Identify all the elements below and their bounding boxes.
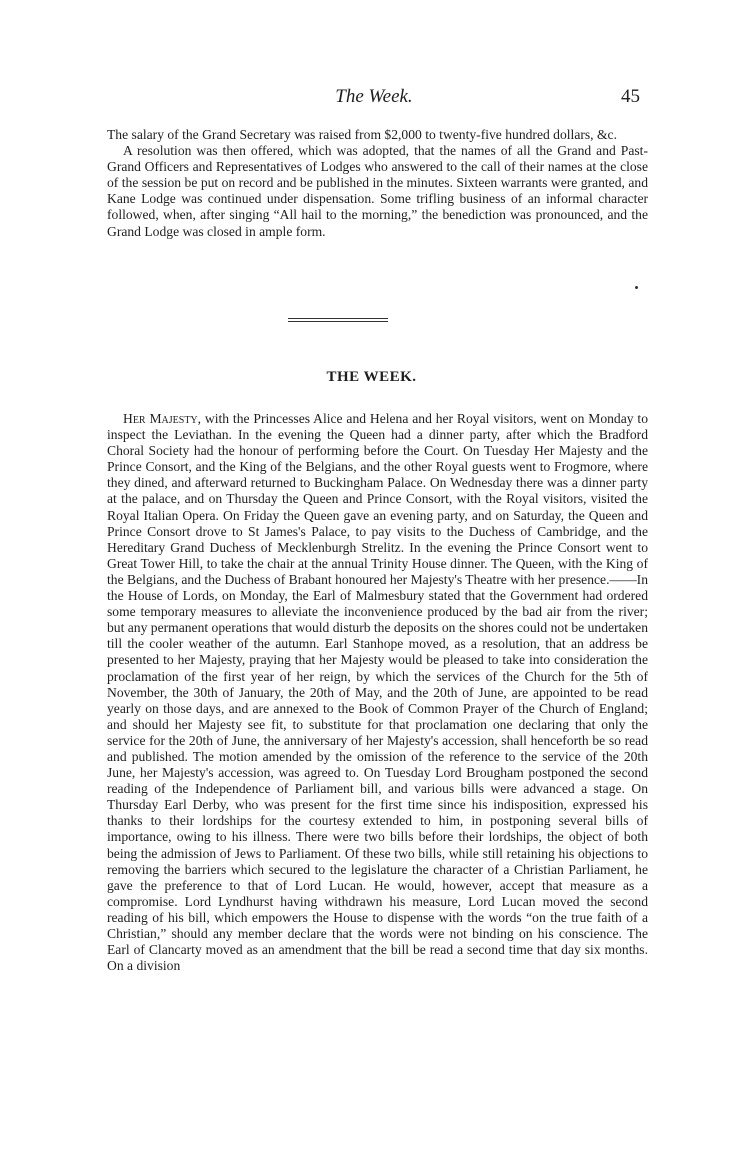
- section-body: [107, 411, 648, 974]
- page-number: 45: [621, 86, 640, 107]
- section-body-text: , with the Princesses Alice and Helena and her Royal visitors, went on Monday to inspect the Leviathan. In the evening the Queen had a dinner party, after which the Bradford Choral Society had the honour of performing before the Court. On Tuesday Her Majesty and the Prince Consort, and the King of the Belgians, and the other Royal guests went to Frogmore, where they dined, and afterward returned to Buckingham Palace. On Wednesday there was a dinner party at the palace, and on Thursday the Queen and Prince Consort, with the Royal visitors, visited the Royal Italian Opera. On Friday the Queen gave an evening party, and on Saturday, the Queen and Prince Consort drove to St James's Palace, to pay visits to the Duchess of Cambridge, and the Hereditary Grand Duchess of Mecklenburgh Strelitz. In the evening the Prince Consort went to Great Tower Hill, to take the chair at the annual Trinity House dinner. The Queen, with the King of the Belgians, and the Duchess of Brabant honoured her Majesty's Theatre with her presence.——In the House of Lords, on Monday, the Earl of Malmesbury stated that the Government had ordered some temporary measures to alleviate the inconvenience produced by the bad air from the river; but any permanent operations that would disturb the deposits on the shores could not be undertaken till the cooler weather of the autumn. Earl Stanhope moved, as a resolution, that an address be presented to her Majesty, praying that her Majesty would be pleased to take into consideration the proclamation of the first year of her reign, by which the services of the Church for the 5th of November, the 30th of January, the 20th of May, and the 20th of June, are appointed to be read yearly on those days, and are annexed to the Book of Common Prayer of the Church of England; and should her Majesty see fit, to substitute for that proclamation one declaring that only the service for the 20th of June, the anniversary of her Majesty's accession, shall henceforth be so read and published. The motion amended by the omission of the reference to the service of the 20th June, her Majesty's accession, was agreed to. On Tuesday Lord Brougham postponed the second reading of the Independence of Parliament bill, and various bills were advanced a stage. On Thursday Earl Derby, who was present for the first time since his indisposition, expressed his thanks to their lordships for the courtesy extended to him, in postponing several bills of importance, owing to his illness. There were two bills before their lordships, the object of both being the admission of Jews to Parliament. Of these two bills, while still retaining his objections to removing the barriers which secured to the legislature the character of a Christian Parliament, he gave the preference to that of Lord Lucan. He would, however, accept that measure as a compromise. Lord Lyndhurst having withdrawn his measure, Lord Lucan moved the second reading of his bill, which empowers the House to dispense with the words “on the true faith of a Christian,” should any member declare that the words were not binding on his conscience. The Earl of Clancarty moved as an amendment that the bill be read a second time that day six months. On a division: [107, 411, 648, 974]
- page-header: [108, 86, 640, 116]
- stray-mark: [635, 286, 638, 289]
- section-heading: THE WEEK.: [326, 369, 417, 385]
- intro-text: [107, 127, 648, 240]
- section-paragraph: [107, 411, 648, 974]
- lead-in: Her Majesty: [123, 411, 198, 426]
- section-divider: [288, 318, 388, 324]
- divider-rule-bottom: [288, 321, 388, 322]
- divider-rule-top: [288, 318, 388, 319]
- intro-paragraph-1: The salary of the Grand Secretary was raised from $2,000 to twenty-five hundred dollars, &c.: [107, 127, 617, 142]
- running-title: The Week.: [335, 86, 413, 107]
- intro-paragraph-2: A resolution was then offered, which was adopted, that the names of all the Grand and Past-Grand Officers and Representatives of Lodges who answered to the call of their names at the close of the session be put on record and be published in the minutes. Sixteen warrants were granted, and Kane Lodge was continued under dispensation. Some trifling business of an informal character followed, when, after singing “All hail to the morning,” the benediction was pronounced, and the Grand Lodge was closed in ample form.: [107, 143, 648, 239]
